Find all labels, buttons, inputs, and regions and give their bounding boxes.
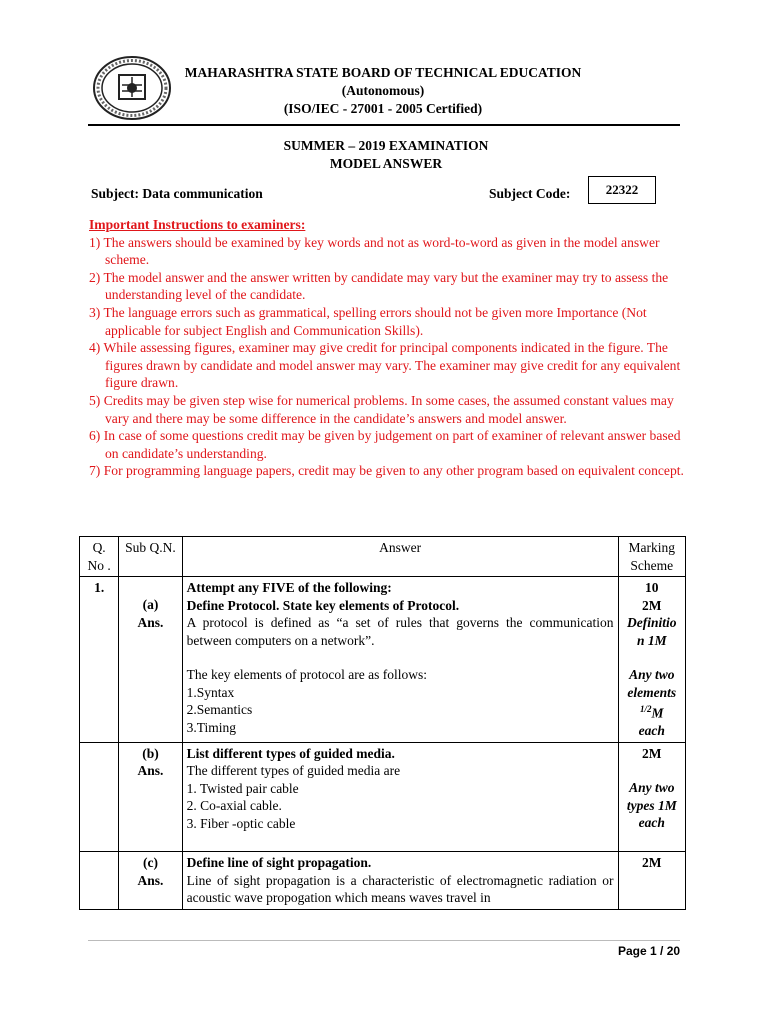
answer-cell xyxy=(182,852,618,910)
page-number: Page 1 / 20 xyxy=(618,944,681,958)
answer-text: The different types of guided media are xyxy=(186,763,401,778)
marks: 2M xyxy=(642,745,662,761)
answer-text: A protocol is defined as “a set of rules that governs the communication between computers on a network”. xyxy=(186,615,614,648)
footer-divider xyxy=(88,940,680,941)
autonomous-label: (Autonomous) xyxy=(341,83,425,98)
sub-question-label: (b) xyxy=(142,745,159,761)
marking-scheme: each xyxy=(638,723,665,738)
instruction-item: 7) For programming language papers, credit may be given to any other program based on equivalent concept. xyxy=(89,463,684,479)
model-answer-title: MODEL ANSWER xyxy=(329,156,443,171)
instruction-item: 3) The language errors such as grammatical, spelling errors should not be given more Importance (Not applicable for subject English and Communication Skills). xyxy=(89,304,647,338)
table-header-row xyxy=(80,537,686,577)
header-sub: Sub Q.N. xyxy=(119,537,182,577)
subject-code-label: Subject Code: xyxy=(489,186,571,201)
marking-scheme: Any two types 1M each xyxy=(626,780,677,830)
question-instruction: Attempt any FIVE of the following: xyxy=(186,580,392,595)
msbte-logo xyxy=(92,55,172,121)
question-number: 1. xyxy=(80,577,119,743)
subject-code-box: 22322 xyxy=(588,176,656,204)
instructions-block xyxy=(89,216,689,480)
question-text: List different types of guided media. xyxy=(186,745,395,761)
ans-label: Ans. xyxy=(137,872,164,888)
question-text: Define Protocol. State key elements of Protocol. xyxy=(186,597,460,613)
answer-table xyxy=(79,536,686,910)
table-row xyxy=(80,577,686,743)
marking-cell xyxy=(618,577,685,743)
answer-cell xyxy=(182,742,618,852)
answer-text: Line of sight propagation is a characteristic of electromagnetic radiation or acoustic wave propogation which means waves travel in xyxy=(186,872,614,905)
table-row xyxy=(80,742,686,852)
marking-cell xyxy=(618,742,685,852)
sub-question-label: (a) xyxy=(142,597,159,612)
board-name: MAHARASHTRA STATE BOARD OF TECHNICAL EDUCATION xyxy=(184,65,582,80)
marking-scheme: Any two elements xyxy=(627,667,677,700)
sub-question-cell xyxy=(119,852,182,910)
exam-title: SUMMER – 2019 EXAMINATION xyxy=(283,138,489,153)
list-item: 3. Fiber -optic cable xyxy=(186,815,296,831)
instructions-title: Important Instructions to examiners: xyxy=(89,217,306,232)
list-item: 3.Timing xyxy=(186,719,237,735)
header-marking: Marking Scheme xyxy=(618,537,685,577)
list-item: 2. Co-axial cable. xyxy=(186,798,282,813)
marking-cell xyxy=(618,852,685,910)
subject-label: Subject: Data communication xyxy=(91,186,263,201)
sub-question-label: (c) xyxy=(142,855,158,870)
instruction-item: 4) While assessing figures, examiner may give credit for principal components indicated in the figure. The figures drawn by candidate and model answer may vary. The examiner may give credit for any equivalent figure drawn. xyxy=(89,340,681,391)
table-row xyxy=(80,852,686,910)
marking-scheme-fraction: 1/2 xyxy=(640,704,652,714)
sub-question-cell xyxy=(119,577,182,743)
header-qno: Q. No . xyxy=(80,537,119,577)
list-item: 1. Twisted pair cable xyxy=(186,780,299,796)
list-item: 2.Semantics xyxy=(186,702,253,717)
total-marks: 10 xyxy=(645,580,659,595)
certification-label: (ISO/IEC - 27001 - 2005 Certified) xyxy=(283,101,483,116)
ans-label: Ans. xyxy=(137,763,164,778)
header-divider xyxy=(88,124,680,126)
marking-scheme-unit: M xyxy=(651,705,664,721)
question-text: Define line of sight propagation. xyxy=(186,855,372,870)
ans-label: Ans. xyxy=(137,614,164,630)
header-answer: Answer xyxy=(182,537,618,577)
marking-scheme xyxy=(623,701,681,722)
sub-question-cell xyxy=(119,742,182,852)
marks: 2M xyxy=(642,855,662,870)
instruction-item: 6) In case of some questions credit may be given by judgement on part of examiner of relevant answer based on candidate’s understanding. xyxy=(89,428,681,461)
instruction-item: 2) The model answer and the answer written by candidate may vary but the examiner may try to assess the understanding level of the candidate. xyxy=(89,269,669,303)
answer-text: The key elements of protocol are as follows: xyxy=(186,667,427,682)
instruction-item: 5) Credits may be given step wise for numerical problems. In some cases, the assumed constant values may vary and there may be some difference in the candidate’s answers and model answer. xyxy=(89,392,674,426)
answer-cell xyxy=(182,577,618,743)
marking-scheme: Definitio n 1M xyxy=(627,615,677,648)
instruction-item: 1) The answers should be examined by key words and not as word-to-word as given in the model answer scheme. xyxy=(89,234,660,268)
marks: 2M xyxy=(642,597,662,613)
list-item: 1.Syntax xyxy=(186,684,235,700)
